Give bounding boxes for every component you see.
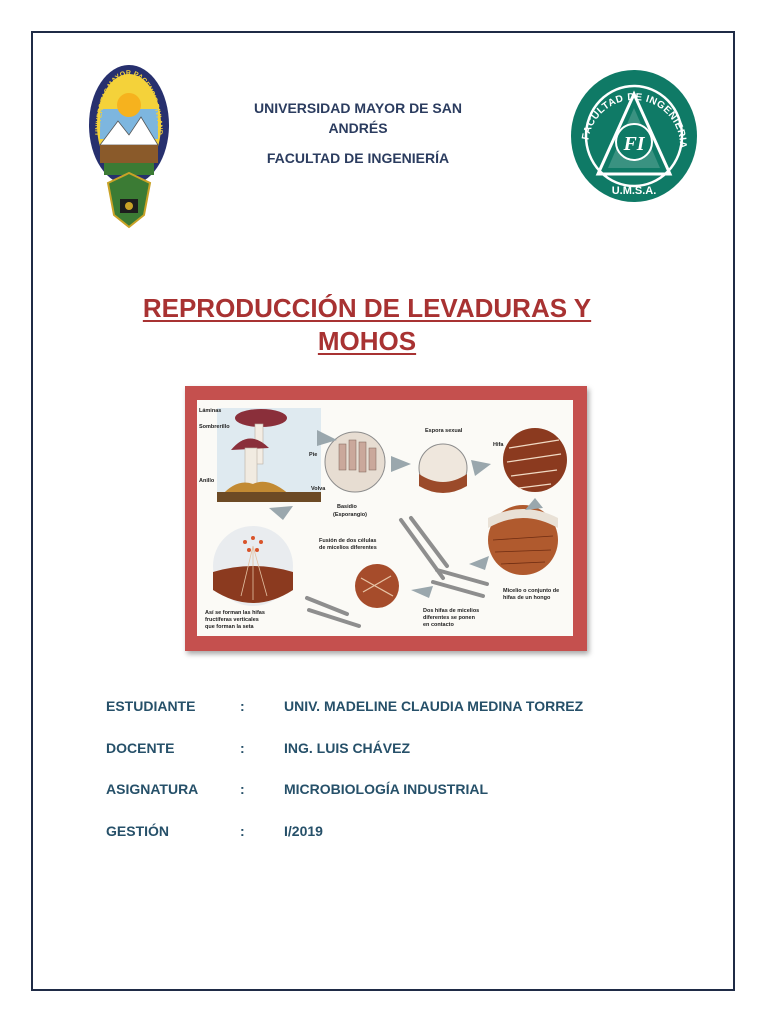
faculty-logo: [568, 68, 700, 206]
label-basidio: Basidio: [337, 504, 357, 510]
hyphae-circle: [503, 428, 567, 492]
label-seta-2: fructíferas verticales: [205, 617, 259, 623]
fusion-circle: [355, 564, 399, 608]
info-separator: :: [240, 698, 245, 714]
info-value: I/2019: [284, 822, 323, 839]
title-line-2: MOHOS: [317, 326, 417, 356]
label-volva: Volva: [311, 486, 326, 492]
faculty-ring-text: FACULTAD DE INGENIERIA: [580, 91, 689, 149]
info-value: MICROBIOLOGÍA INDUSTRIAL: [284, 781, 489, 797]
university-name: UNIVERSIDAD MAYOR DE SAN ANDRÉS: [254, 100, 462, 136]
info-value: ING. LUIS CHÁVEZ: [284, 739, 411, 756]
info-row-gestion: [106, 823, 666, 865]
label-fusion-2: de micelios diferentes: [319, 545, 377, 551]
label-hifas-3: en contacto: [423, 622, 454, 628]
label-seta-3: que forman la seta: [205, 624, 254, 630]
info-value: UNIV. MADELINE CLAUDIA MEDINA TORREZ: [284, 698, 584, 714]
label-espora: Espora sexual: [425, 428, 463, 434]
figure-illustration: [197, 400, 573, 636]
label-seta-1: Así se forman las hifas: [205, 610, 265, 616]
faculty-initials: FI: [623, 133, 645, 155]
label-laminas: Láminas: [199, 408, 222, 414]
label-esporangio: (Esporangio): [333, 512, 367, 518]
document-title: [120, 292, 614, 358]
faculty-name: FACULTAD DE INGENIERÍA: [266, 150, 450, 166]
info-row-asignatura: [106, 781, 666, 823]
label-anillo: Anillo: [199, 478, 215, 484]
info-row-estudiante: [106, 698, 666, 740]
student-info: [106, 698, 666, 864]
umsa-logo: [86, 65, 172, 230]
faculty-umsa-text: U.M.S.A.: [611, 185, 657, 197]
info-row-docente: [106, 740, 666, 782]
label-micelio-1: Micelio o conjunto de: [503, 588, 560, 594]
info-label: ESTUDIANTE: [106, 698, 196, 714]
info-separator: :: [240, 822, 245, 839]
info-label: ASIGNATURA: [106, 781, 199, 797]
info-label: GESTIÓN: [106, 822, 170, 839]
info-label: DOCENTE: [106, 739, 175, 756]
fungi-lifecycle-figure: [185, 386, 587, 651]
label-pie: Pie: [309, 452, 318, 458]
label-hifas-2: diferentes se ponen: [423, 615, 475, 621]
info-separator: :: [240, 781, 245, 797]
title-line-1: REPRODUCCIÓN DE LEVADURAS Y: [142, 293, 592, 323]
label-micelio-2: hifas de un hongo: [503, 595, 551, 601]
label-sombrerillo: Sombrerillo: [199, 424, 230, 430]
info-separator: :: [240, 739, 245, 756]
label-hifas-1: Dos hifas de micelios: [423, 608, 480, 614]
label-fusion-1: Fusión de dos células: [319, 538, 377, 544]
institution-header: [238, 98, 478, 168]
label-hifa: Hifa: [493, 442, 504, 448]
umsa-ring-text: UNIVERSITAS MAYOR PACENSIS DIVI AND: [94, 69, 164, 136]
